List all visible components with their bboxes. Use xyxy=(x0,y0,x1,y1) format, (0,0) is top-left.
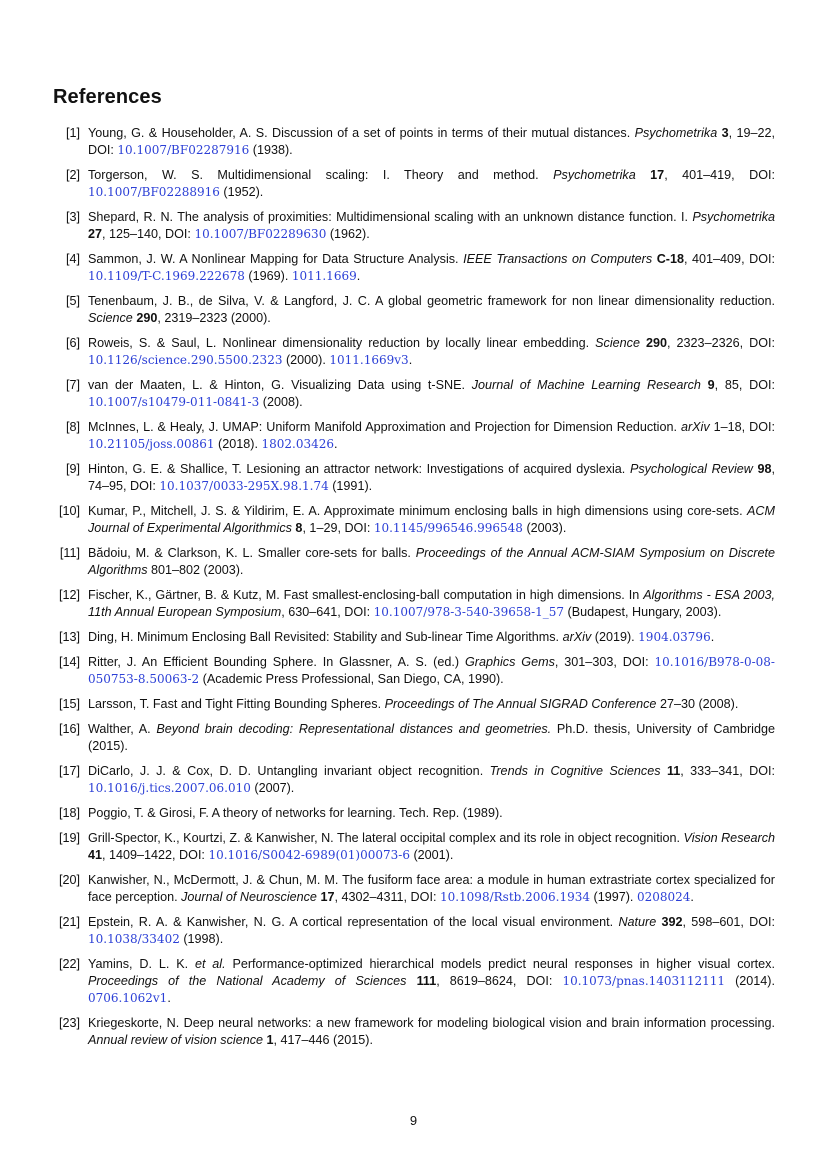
reference-text xyxy=(88,805,775,822)
reference-segment: (1998). xyxy=(179,932,224,946)
reference-link[interactable]: 10.1007/BF02288916 xyxy=(88,185,220,199)
reference-venue: Trends in Cognitive Sciences xyxy=(489,764,661,778)
reference-link[interactable]: 10.21105/joss.00861 xyxy=(88,437,215,451)
reference-segment: Hinton, G. E. & Shallice, T. Lesioning an attractor network: Investigations of acquired dyslexia. xyxy=(88,462,630,476)
reference-text xyxy=(88,956,775,1007)
reference-segment: Bădoiu, M. & Clarkson, K. L. Smaller core-sets for balls. xyxy=(88,546,416,560)
reference-number: [21] xyxy=(58,915,80,929)
reference-text xyxy=(88,830,775,864)
reference-venue: Proceedings of The Annual SIGRAD Conference xyxy=(384,697,657,711)
reference-text xyxy=(88,251,775,285)
reference-segment: 1–18, DOI: xyxy=(709,420,776,434)
reference-link[interactable]: 10.1073/pnas.1403112111 xyxy=(562,974,725,988)
reference-item xyxy=(53,503,775,537)
reference-volume: 3 xyxy=(721,126,729,140)
reference-link[interactable]: 10.1016/j.tics.2007.06.010 xyxy=(88,781,251,795)
reference-segment: McInnes, L. & Healy, J. UMAP: Uniform Manifold Approximation and Projection for Dimension Reduction. xyxy=(88,420,681,434)
reference-segment: van der Maaten, L. & Hinton, G. Visualizing Data using t-SNE. xyxy=(88,378,472,392)
page-number: 9 xyxy=(409,1113,418,1128)
reference-item xyxy=(53,167,775,201)
reference-segment: , 630–641, DOI: xyxy=(281,605,374,619)
reference-item xyxy=(53,914,775,948)
reference-segment: (1952). xyxy=(219,185,264,199)
reference-segment: , 8619–8624, DOI: xyxy=(436,974,563,988)
reference-number: [22] xyxy=(58,957,80,971)
reference-venue: et al. xyxy=(194,957,226,971)
reference-segment: (Budapest, Hungary, 2003). xyxy=(564,605,722,619)
reference-text xyxy=(88,1015,775,1049)
reference-segment: (2007). xyxy=(250,781,295,795)
reference-item xyxy=(53,461,775,495)
reference-segment: Young, G. & Householder, A. S. Discussion of a set of points in terms of their mutual distances. xyxy=(88,126,635,140)
reference-segment: , 19–22, DOI: xyxy=(88,126,775,157)
reference-number: [8] xyxy=(65,420,80,434)
reference-venue: Science xyxy=(595,336,640,350)
reference-segment: Roweis, S. & Saul, L. Nonlinear dimensionality reduction by locally linear embedding. xyxy=(88,336,596,350)
reference-item xyxy=(53,956,775,1007)
reference-text xyxy=(88,721,775,755)
reference-segment: DiCarlo, J. J. & Cox, D. D. Untangling invariant object recognition. xyxy=(88,764,490,778)
reference-item xyxy=(53,629,775,646)
reference-venue: Psychological Review xyxy=(629,462,753,476)
reference-number: [1] xyxy=(65,126,80,140)
reference-segment: Torgerson, W. S. Multidimensional scaling: I. Theory and method. xyxy=(88,168,554,182)
reference-volume: 98 xyxy=(757,462,772,476)
reference-segment: . xyxy=(167,991,171,1005)
reference-segment: Performance-optimized hierarchical models predict neural responses in higher visual cortex. xyxy=(225,957,775,971)
reference-venue: Annual review of vision science xyxy=(88,1033,264,1047)
reference-text xyxy=(88,545,775,579)
reference-item xyxy=(53,251,775,285)
reference-venue: Algorithms - ESA 2003, 11th Annual European Symposium xyxy=(88,588,775,619)
reference-item xyxy=(53,654,775,688)
reference-segment: , 85, DOI: xyxy=(714,378,775,392)
reference-link[interactable]: 10.1145/996546.996548 xyxy=(373,521,523,535)
reference-item xyxy=(53,125,775,159)
reference-venue: Proceedings of the Annual ACM-SIAM Symposium on Discrete Algorithms xyxy=(88,546,775,577)
reference-link[interactable]: 10.1109/T-C.1969.222678 xyxy=(88,269,245,283)
reference-link[interactable]: 1011.1669v3 xyxy=(329,353,409,367)
reference-text xyxy=(88,461,775,495)
reference-segment: (1997). xyxy=(590,890,637,904)
reference-segment xyxy=(406,974,416,988)
reference-segment: (1969). xyxy=(244,269,292,283)
reference-item xyxy=(53,721,775,755)
reference-segment xyxy=(701,378,708,392)
reference-link[interactable]: 1802.03426 xyxy=(261,437,334,451)
reference-volume: 17 xyxy=(320,890,335,904)
reference-segment: Poggio, T. & Girosi, F. A theory of networks for learning. Tech. Rep. (1989). xyxy=(88,806,503,820)
reference-number: [11] xyxy=(59,546,80,560)
reference-venue: Vision Research xyxy=(683,831,775,845)
reference-segment: Epstein, R. A. & Kanwisher, N. G. A cortical representation of the local visual environment. xyxy=(88,915,619,929)
reference-venue: Psychometrika xyxy=(553,168,636,182)
reference-segment: (2001). xyxy=(409,848,454,862)
reference-segment: , 401–409, DOI: xyxy=(684,252,775,266)
reference-venue: ACM Journal of Experimental Algorithmics xyxy=(88,504,775,535)
reference-volume: 41 xyxy=(88,848,103,862)
reference-segment: Kumar, P., Mitchell, J. S. & Yildirim, E. A. Approximate minimum enclosing balls in high dimensions using core-sets. xyxy=(88,504,747,518)
reference-venue: Psychometrika xyxy=(692,210,775,224)
reference-segment: Sammon, J. W. A Nonlinear Mapping for Data Structure Analysis. xyxy=(88,252,464,266)
reference-segment: , 417–446 (2015). xyxy=(273,1033,373,1047)
reference-number: [20] xyxy=(58,873,80,887)
reference-venue: arXiv xyxy=(562,630,592,644)
reference-item xyxy=(53,1015,775,1049)
reference-link[interactable]: 0706.1062v1 xyxy=(88,991,168,1005)
reference-segment: . xyxy=(690,890,694,904)
reference-segment: Yamins, D. L. K. xyxy=(88,957,195,971)
reference-venue: Graphics Gems xyxy=(465,655,555,669)
reference-segment: . xyxy=(356,269,361,283)
reference-number: [9] xyxy=(65,462,80,476)
reference-venue: Proceedings of the National Academy of Sciences xyxy=(88,974,407,988)
reference-link[interactable]: 1904.03796 xyxy=(638,630,711,644)
reference-item xyxy=(53,377,775,411)
reference-item xyxy=(53,696,775,713)
reference-number: [19] xyxy=(58,831,80,845)
reference-link[interactable]: 10.1007/BF02289630 xyxy=(194,227,327,241)
reference-link[interactable]: 10.1007/BF02287916 xyxy=(117,143,250,157)
reference-volume: 392 xyxy=(661,915,683,929)
reference-segment: (2003). xyxy=(522,521,567,535)
reference-venue: Beyond brain decoding: Representational distances and geometries. xyxy=(156,722,552,736)
reference-segment: , 2319–2323 (2000). xyxy=(157,311,271,325)
reference-number: [7] xyxy=(65,378,80,392)
reference-segment: Walther, A. xyxy=(88,722,157,736)
reference-segment: Grill-Spector, K., Kourtzi, Z. & Kanwisher, N. The lateral occipital complex and its role in object recognition. xyxy=(88,831,684,845)
reference-number: [15] xyxy=(58,697,80,711)
reference-number: [4] xyxy=(65,252,80,266)
reference-segment: 27–30 (2008). xyxy=(656,697,739,711)
reference-segment: (1991). xyxy=(328,479,373,493)
reference-segment: , 598–601, DOI: xyxy=(682,915,775,929)
reference-segment: , 74–95, DOI: xyxy=(88,462,775,493)
reference-segment: , 301–303, DOI: xyxy=(554,655,655,669)
reference-segment: (2019). xyxy=(591,630,639,644)
reference-venue: IEEE Transactions on Computers xyxy=(463,252,653,266)
reference-number: [5] xyxy=(65,294,80,308)
reference-link[interactable]: 10.1126/science.290.5500.2323 xyxy=(88,353,283,367)
reference-segment: Ding, H. Minimum Enclosing Ball Revisited: Stability and Sub-linear Time Algorithms. xyxy=(88,630,563,644)
reference-venue: Science xyxy=(88,311,133,325)
reference-volume: 9 xyxy=(707,378,715,392)
reference-text xyxy=(88,872,775,906)
reference-link[interactable]: 0208024 xyxy=(636,890,691,904)
reference-volume: 290 xyxy=(646,336,668,350)
reference-text xyxy=(88,503,775,537)
reference-item xyxy=(53,335,775,369)
reference-text xyxy=(88,377,775,411)
reference-volume: 17 xyxy=(650,168,665,182)
reference-link[interactable]: 10.1007/s10479-011-0841-3 xyxy=(88,395,260,409)
reference-item xyxy=(53,545,775,579)
reference-item xyxy=(53,419,775,453)
reference-segment: (2000). xyxy=(282,353,330,367)
reference-venue: Journal of Neuroscience xyxy=(181,890,317,904)
reference-volume: 290 xyxy=(136,311,158,325)
reference-segment: (2018). xyxy=(214,437,262,451)
reference-segment: Kriegeskorte, N. Deep neural networks: a new framework for modeling biological vision and brain information processing. xyxy=(88,1016,775,1030)
reference-link[interactable]: 10.1038/33402 xyxy=(88,932,180,946)
reference-link[interactable]: 10.1016/B978-0-08-050753-8.50063-2 xyxy=(88,655,775,686)
reference-text xyxy=(88,629,775,646)
reference-segment: Fischer, K., Gärtner, B. & Kutz, M. Fast smallest-enclosing-ball computation in high dimensions. In xyxy=(88,588,644,602)
reference-number: [18] xyxy=(58,806,80,820)
reference-item xyxy=(53,763,775,797)
reference-number: [6] xyxy=(65,336,80,350)
reference-segment: Ritter, J. An Efficient Bounding Sphere. In Glassner, A. S. (ed.) xyxy=(88,655,465,669)
reference-segment: (1962). xyxy=(326,227,370,241)
reference-list xyxy=(53,125,775,1057)
reference-segment: , 1409–1422, DOI: xyxy=(102,848,209,862)
reference-number: [14] xyxy=(58,655,80,669)
reference-segment: Ph.D. thesis, University of Cambridge (2015). xyxy=(88,722,775,753)
reference-segment: (2014). xyxy=(725,974,776,988)
reference-text xyxy=(88,335,775,369)
reference-link[interactable]: 1011.1669 xyxy=(291,269,357,283)
reference-link[interactable]: 10.1037/0033-295X.98.1.74 xyxy=(159,479,329,493)
reference-segment: 801–802 (2003). xyxy=(147,563,244,577)
reference-item xyxy=(53,209,775,243)
reference-number: [13] xyxy=(58,630,80,644)
reference-item xyxy=(53,805,775,822)
reference-number: [10] xyxy=(58,504,80,518)
reference-volume: C-18 xyxy=(656,252,684,266)
reference-volume: 11 xyxy=(666,764,681,778)
reference-text xyxy=(88,209,775,243)
reference-segment: Kanwisher, N., McDermott, J. & Chun, M. M. The fusiform face area: a module in human extrastriate cortex specialized for face perception. xyxy=(88,873,775,904)
reference-item xyxy=(53,293,775,327)
reference-text xyxy=(88,654,775,688)
reference-segment: (1938). xyxy=(249,143,293,157)
reference-item xyxy=(53,830,775,864)
reference-number: [17] xyxy=(58,764,80,778)
reference-link[interactable]: 10.1098/Rstb.2006.1934 xyxy=(439,890,591,904)
reference-number: [12] xyxy=(58,588,80,602)
reference-segment: (2008). xyxy=(259,395,303,409)
reference-link[interactable]: 10.1016/S0042-6989(01)00073-6 xyxy=(208,848,410,862)
reference-venue: Psychometrika xyxy=(634,126,718,140)
reference-segment: Tenenbaum, J. B., de Silva, V. & Langford, J. C. A global geometric framework for non linear dimensionality reduction. xyxy=(88,294,775,308)
reference-number: [16] xyxy=(58,722,80,736)
reference-segment: , 4302–4311, DOI: xyxy=(334,890,440,904)
reference-segment: , 333–341, DOI: xyxy=(680,764,775,778)
reference-text xyxy=(88,293,775,327)
reference-text xyxy=(88,763,775,797)
reference-segment: , 2323–2326, DOI: xyxy=(667,336,776,350)
reference-volume: 8 xyxy=(295,521,303,535)
reference-text xyxy=(88,587,775,621)
reference-venue: Nature xyxy=(618,915,657,929)
reference-text xyxy=(88,914,775,948)
reference-text xyxy=(88,419,775,453)
reference-segment: (Academic Press Professional, San Diego, CA, 1990). xyxy=(199,672,504,686)
reference-text xyxy=(88,696,775,713)
reference-number: [3] xyxy=(65,210,80,224)
reference-segment: , 1–29, DOI: xyxy=(302,521,374,535)
reference-segment: Shepard, R. N. The analysis of proximities: Multidimensional scaling with an unknown distance function. I. xyxy=(88,210,693,224)
reference-number: [2] xyxy=(65,168,80,182)
reference-segment: Larsson, T. Fast and Tight Fitting Bounding Spheres. xyxy=(88,697,385,711)
reference-segment: , 401–419, DOI: xyxy=(664,168,776,182)
reference-item xyxy=(53,587,775,621)
reference-volume: 111 xyxy=(416,974,437,988)
reference-segment xyxy=(636,168,650,182)
reference-volume: 1 xyxy=(266,1033,274,1047)
reference-link[interactable]: 10.1007/978-3-540-39658-1_57 xyxy=(373,605,565,619)
reference-text xyxy=(88,167,775,201)
reference-volume: 27 xyxy=(88,227,103,241)
reference-segment: . xyxy=(710,630,715,644)
reference-venue: Journal of Machine Learning Research xyxy=(471,378,701,392)
reference-item xyxy=(53,872,775,906)
section-heading: References xyxy=(53,86,162,108)
reference-segment: , 125–140, DOI: xyxy=(102,227,195,241)
reference-number: [23] xyxy=(58,1016,80,1030)
reference-segment: . xyxy=(408,353,413,367)
reference-segment: . xyxy=(334,437,338,451)
reference-text xyxy=(88,125,775,159)
reference-venue: arXiv xyxy=(680,420,710,434)
